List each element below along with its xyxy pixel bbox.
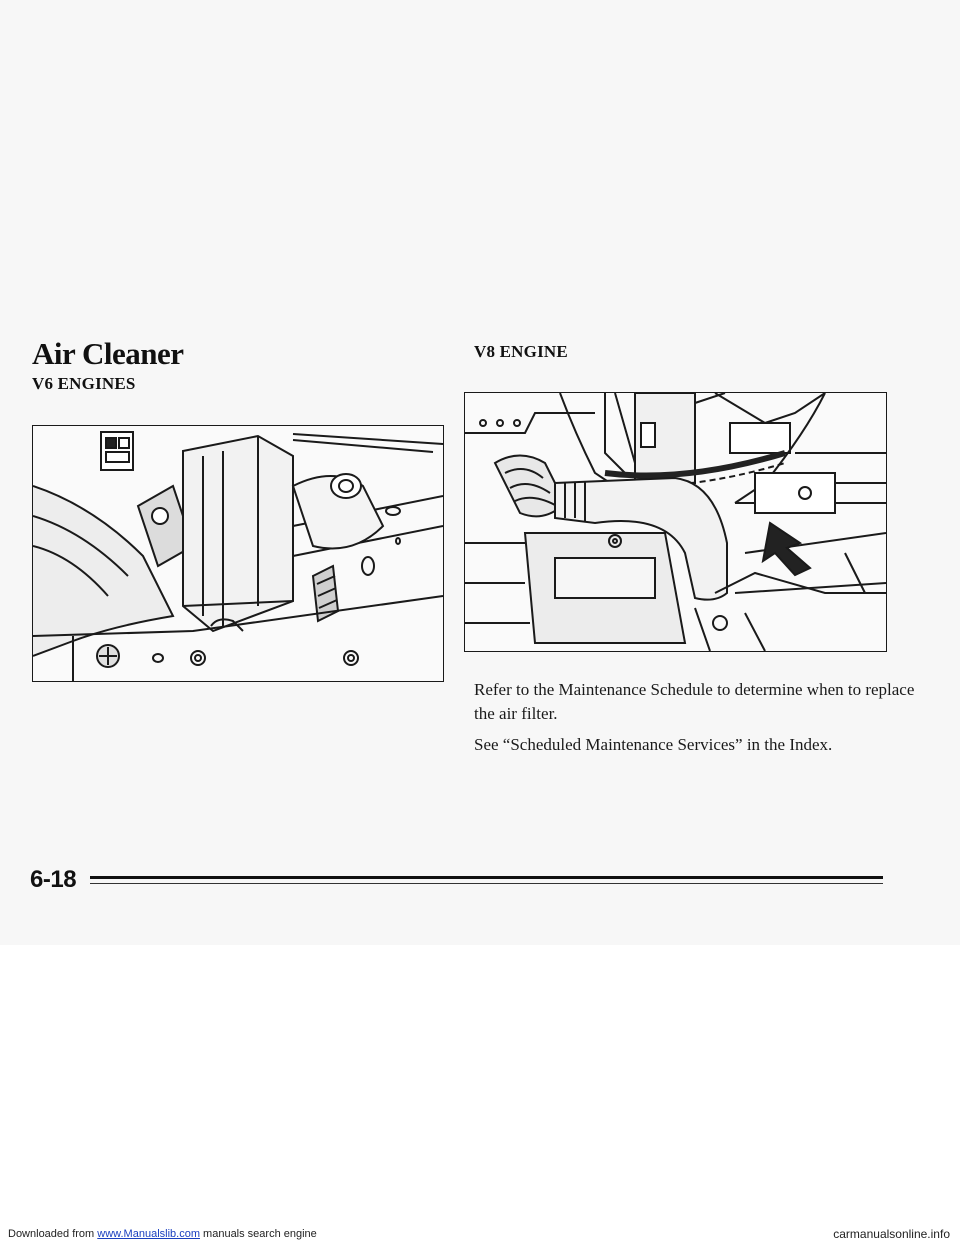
- page-number: 6-18: [30, 866, 77, 893]
- maintenance-schedule-paragraph: Refer to the Maintenance Schedule to determine when to replace the air filter.: [474, 680, 915, 723]
- site-watermark: carmanualsonline.info: [833, 1227, 950, 1241]
- footer-rule-thin: [90, 883, 883, 884]
- v8-air-cleaner-illustration: [464, 392, 887, 652]
- v6-air-cleaner-illustration: [32, 425, 444, 682]
- manualslib-link[interactable]: www.Manualslib.com: [97, 1228, 200, 1240]
- footer-suffix: manuals search engine: [203, 1228, 317, 1240]
- v6-engines-heading: V6 ENGINES: [32, 374, 136, 393]
- v8-engine-heading: V8 ENGINE: [474, 342, 568, 361]
- footer-prefix: Downloaded from: [8, 1228, 95, 1240]
- section-title: Air Cleaner: [32, 336, 184, 371]
- index-reference-paragraph: See “Scheduled Maintenance Services” in the Index.: [474, 735, 833, 754]
- download-footer: [8, 1228, 317, 1240]
- footer-rule-thick: [90, 876, 883, 879]
